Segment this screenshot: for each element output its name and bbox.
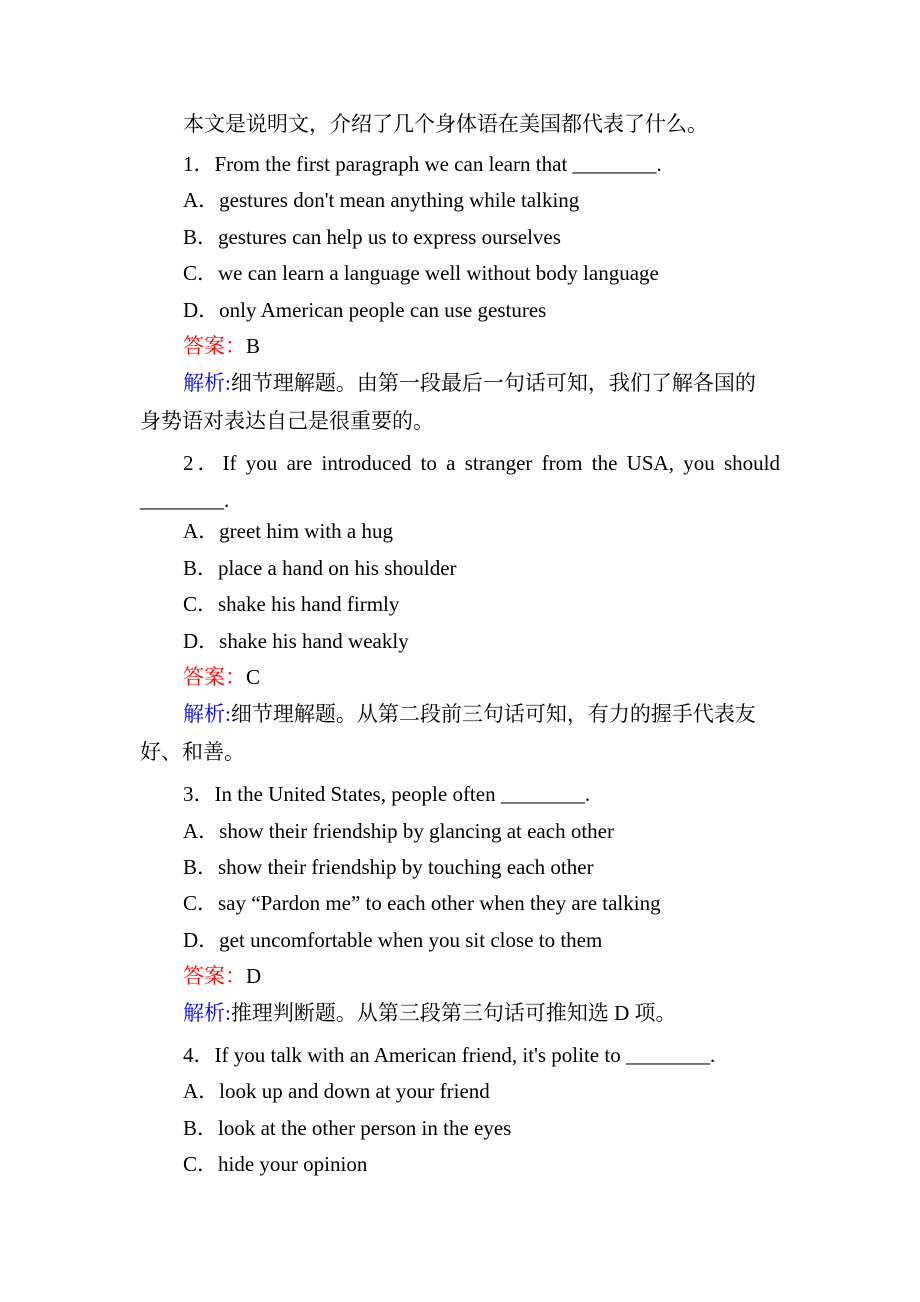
analysis-label: 解析: <box>183 1001 231 1025</box>
question-4-stem: 4．If you talk with an American friend, it's polite to ________. <box>183 1043 716 1067</box>
question-1-analysis-cont: 身势语对表达自己是很重要的。 <box>140 409 434 433</box>
question-2-option-c: C．shake his hand firmly <box>183 592 400 616</box>
question-2-analysis <box>183 701 756 727</box>
question-4-option-c: C．hide your opinion <box>183 1152 368 1176</box>
question-2-stem: 2．If you are introduced to a stranger from the USA, you should <box>183 451 780 475</box>
analysis-label: 解析: <box>183 371 231 395</box>
question-1-answer <box>183 333 260 359</box>
question-3-option-a: A．show their friendship by glancing at each other <box>183 819 614 843</box>
intro-text: 本文是说明文，介绍了几个身体语在美国都代表了什么。 <box>183 112 708 136</box>
question-1-option-a: A．gestures don't mean anything while talking <box>183 188 580 212</box>
question-2-option-d: D．shake his hand weakly <box>183 629 409 653</box>
analysis-label: 解析: <box>183 702 231 726</box>
analysis-text: 细节理解题。由第一段最后一句话可知，我们了解各国的 <box>230 371 756 395</box>
question-2-option-b: B．place a hand on his shoulder <box>183 556 457 580</box>
question-1-option-c: C．we can learn a language well without body language <box>183 261 659 285</box>
answer-label: 答案： <box>183 334 246 358</box>
answer-label: 答案： <box>183 665 246 689</box>
question-3-option-b: B．show their friendship by touching each other <box>183 855 594 879</box>
question-3-answer <box>183 963 261 989</box>
answer-value: B <box>246 334 261 358</box>
question-3-option-d: D．get uncomfortable when you sit close to them <box>183 928 603 952</box>
question-4-option-a: A．look up and down at your friend <box>183 1079 490 1103</box>
question-1-stem: 1．From the first paragraph we can learn that ________. <box>183 152 662 176</box>
question-1-option-b: B．gestures can help us to express ourselves <box>183 225 561 249</box>
answer-value: D <box>246 964 262 988</box>
question-2-analysis-cont: 好、和善。 <box>140 740 245 764</box>
answer-value: C <box>246 665 261 689</box>
question-2-stem-cont: ________. <box>140 488 230 512</box>
analysis-text: 细节理解题。从第二段前三句话可知，有力的握手代表友 <box>230 702 756 726</box>
question-4-option-b: B．look at the other person in the eyes <box>183 1116 512 1140</box>
question-1-analysis <box>183 370 756 396</box>
question-3-option-c: C．say “Pardon me” to each other when they are talking <box>183 891 661 915</box>
question-2-answer <box>183 664 260 690</box>
question-1-option-d: D．only American people can use gestures <box>183 298 547 322</box>
answer-label: 答案： <box>183 964 246 988</box>
question-2-option-a: A．greet him with a hug <box>183 519 393 543</box>
analysis-text: 推理判断题。从第三段第三句话可推知选 D 项。 <box>230 1001 677 1025</box>
question-3-stem: 3．In the United States, people often ________. <box>183 782 591 806</box>
question-3-analysis <box>183 1000 677 1026</box>
